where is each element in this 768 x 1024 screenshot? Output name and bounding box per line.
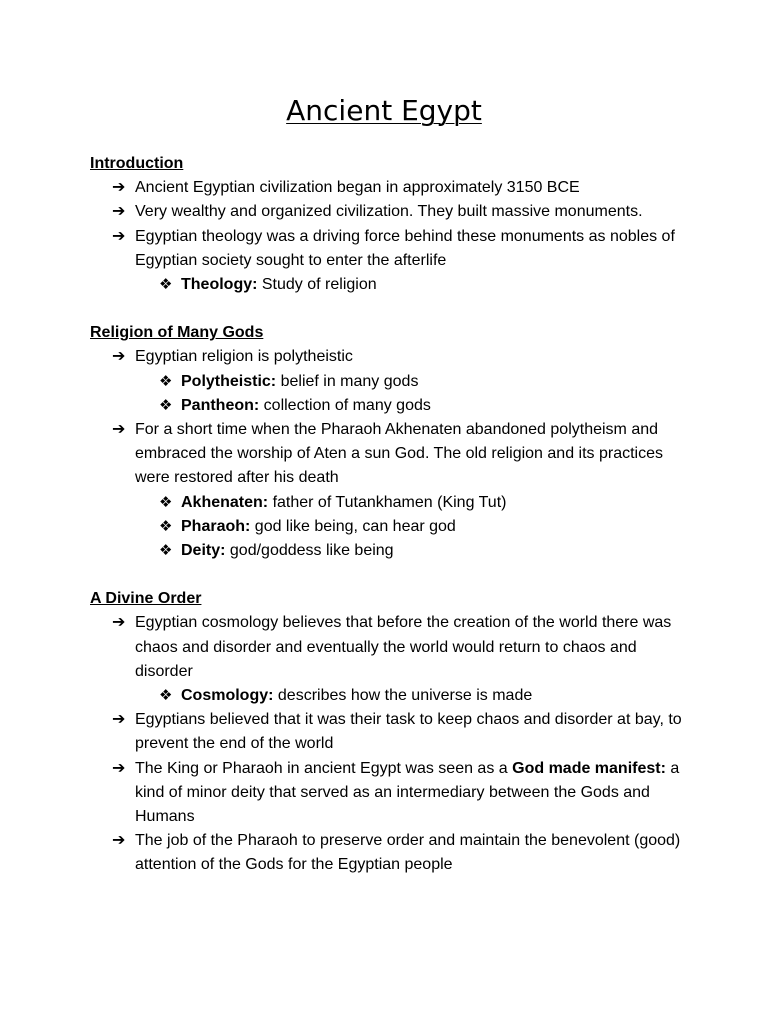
definition-term: Cosmology: bbox=[181, 687, 274, 705]
definition-term: Polytheistic: bbox=[181, 372, 277, 390]
list-item: ➔ The King or Pharaoh in ancient Egypt was seen as a God made manifest: a kind of minor deity that served as an intermediary between the Gods and Humans bbox=[90, 757, 690, 830]
diamond-icon: ❖ bbox=[159, 276, 173, 294]
arrow-icon: ➔ bbox=[112, 203, 126, 221]
definition-item: ❖ Pharaoh: god like being, can hear god bbox=[90, 515, 690, 539]
definition-item: ❖ Deity: god/goddess like being bbox=[90, 539, 690, 563]
definition-item: ❖ Polytheistic: belief in many gods bbox=[90, 370, 690, 394]
bullet-list bbox=[90, 611, 690, 877]
section-introduction bbox=[90, 152, 690, 297]
list-item: ➔ The job of the Pharaoh to preserve order and maintain the benevolent (good) attention of the Gods for the Egyptian people bbox=[90, 829, 690, 877]
diamond-icon: ❖ bbox=[159, 493, 173, 511]
definition-term: Deity: bbox=[181, 542, 226, 560]
section-heading: Introduction bbox=[90, 155, 184, 172]
definition-item: ❖ Cosmology: describes how the universe is made bbox=[90, 684, 690, 708]
arrow-icon: ➔ bbox=[112, 832, 126, 850]
definition-item: ❖ Akhenaten: father of Tutankhamen (King Tut) bbox=[90, 491, 690, 515]
arrow-icon: ➔ bbox=[112, 227, 126, 245]
document-title: Ancient Egypt bbox=[286, 94, 482, 127]
diamond-icon: ❖ bbox=[159, 517, 173, 535]
arrow-icon: ➔ bbox=[112, 614, 126, 632]
diamond-icon: ❖ bbox=[159, 542, 173, 560]
section-religion-of-many-gods bbox=[90, 321, 690, 563]
arrow-icon: ➔ bbox=[112, 179, 126, 197]
diamond-icon: ❖ bbox=[159, 372, 173, 390]
document-body bbox=[90, 152, 690, 878]
diamond-icon: ❖ bbox=[159, 687, 173, 705]
arrow-icon: ➔ bbox=[112, 348, 126, 366]
diamond-icon: ❖ bbox=[159, 396, 173, 414]
definition-term: Theology: bbox=[181, 276, 258, 294]
definition-item: ❖ Theology: Study of religion bbox=[90, 273, 690, 297]
bullet-list bbox=[90, 176, 690, 297]
list-item: ➔ Egyptian religion is polytheistic bbox=[90, 345, 690, 369]
list-item: ➔ Egyptian cosmology believes that before the creation of the world there was chaos and disorder and eventually the world would return to chaos and disorder bbox=[90, 611, 690, 684]
definition-term: God made manifest: bbox=[512, 759, 666, 777]
list-item: ➔ For a short time when the Pharaoh Akhenaten abandoned polytheism and embraced the worship of Aten a sun God. The old religion and its practices were restored after his death bbox=[90, 418, 690, 491]
definition-term: Pantheon: bbox=[181, 396, 260, 414]
definition-term: Pharaoh: bbox=[181, 517, 251, 535]
definition-item: ❖ Pantheon: collection of many gods bbox=[90, 394, 690, 418]
arrow-icon: ➔ bbox=[112, 759, 126, 777]
list-item: ➔ Very wealthy and organized civilization. They built massive monuments. bbox=[90, 200, 690, 224]
arrow-icon: ➔ bbox=[112, 421, 126, 439]
section-heading: Religion of Many Gods bbox=[90, 324, 264, 342]
arrow-icon: ➔ bbox=[112, 711, 126, 729]
list-item: ➔ Egyptian theology was a driving force behind these monuments as nobles of Egyptian society sought to enter the afterlife bbox=[90, 225, 690, 273]
definition-term: Akhenaten: bbox=[181, 493, 269, 511]
bullet-list bbox=[90, 345, 690, 563]
section-a-divine-order bbox=[90, 587, 690, 877]
list-item: ➔ Ancient Egyptian civilization began in approximately 3150 BCE bbox=[90, 176, 690, 200]
section-heading: A Divine Order bbox=[90, 590, 202, 608]
list-item: ➔ Egyptians believed that it was their task to keep chaos and disorder at bay, to prevent the end of the world bbox=[90, 708, 690, 756]
